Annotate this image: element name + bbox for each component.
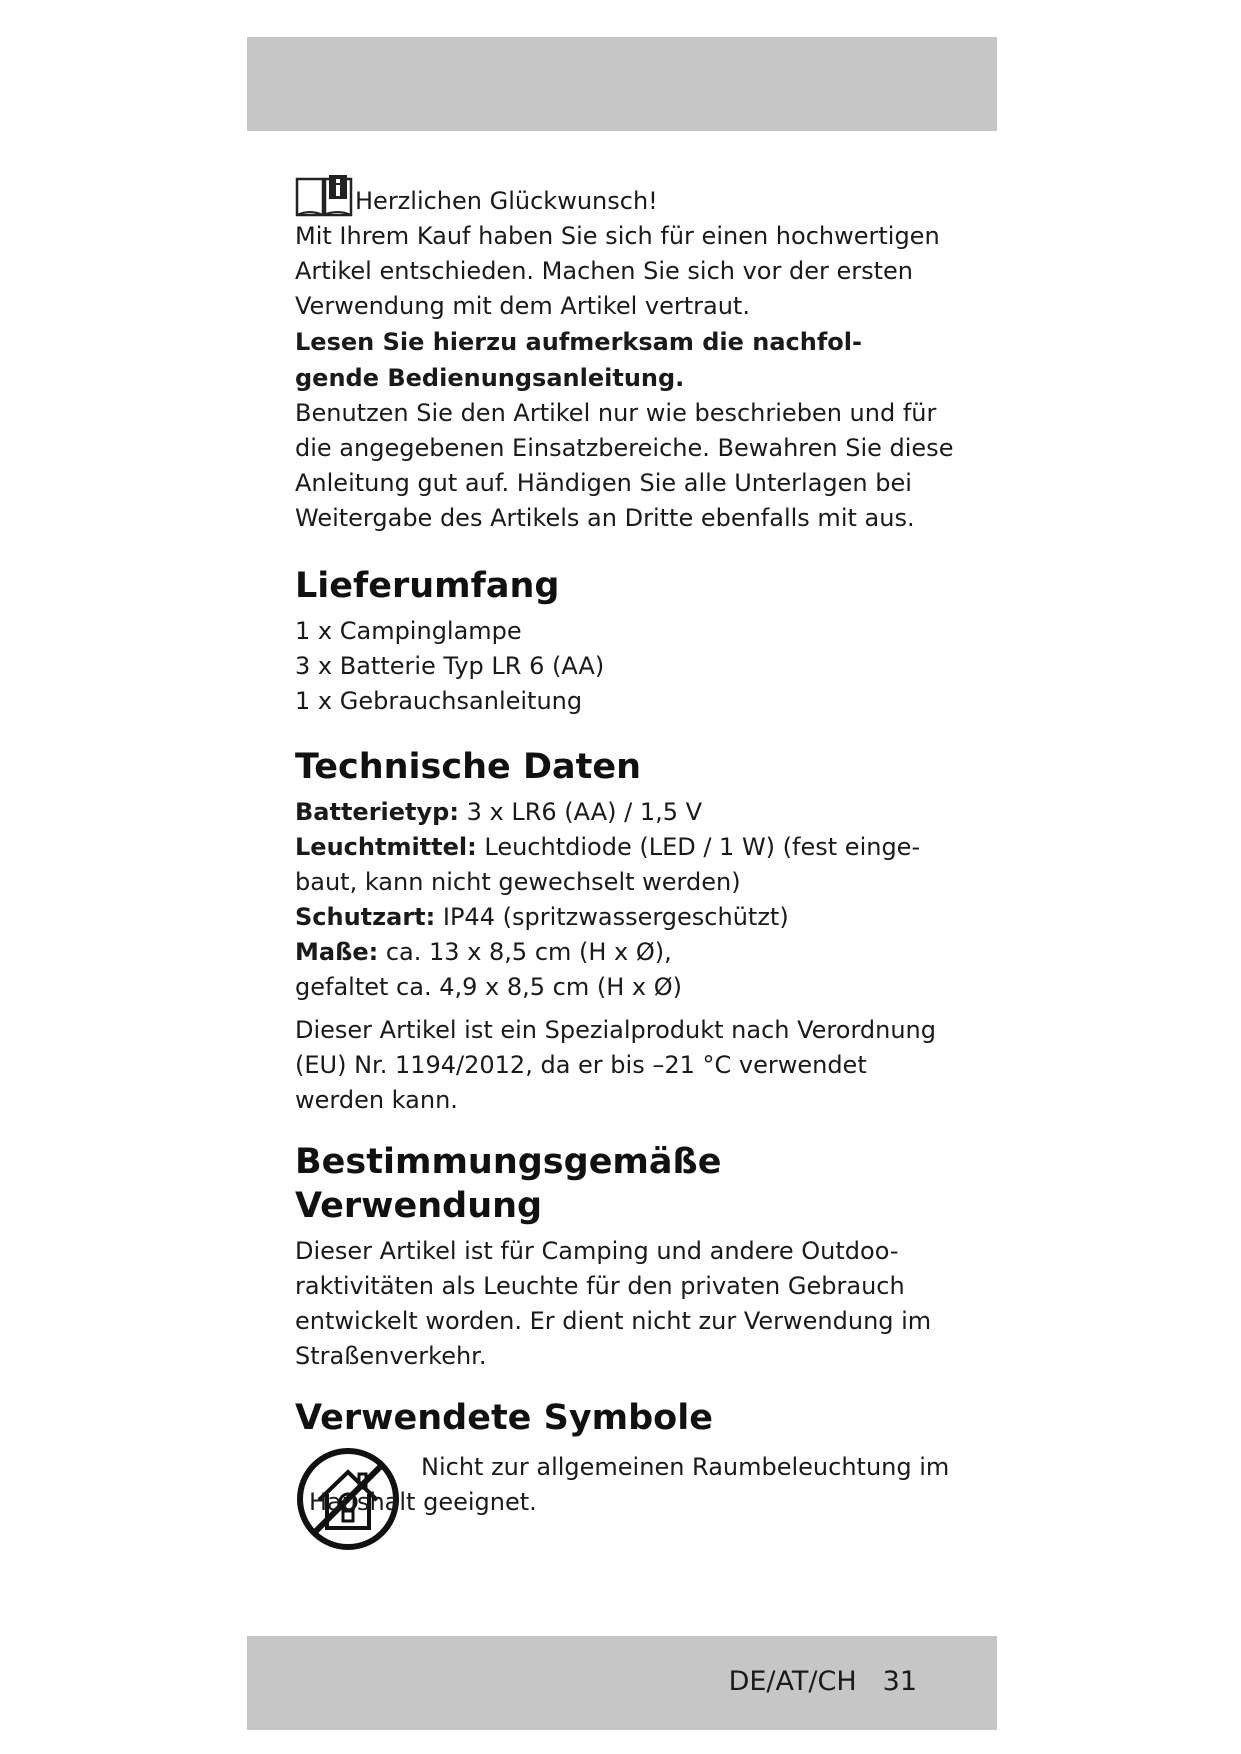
heading-bestimmung [295, 1140, 945, 1228]
spec-label: Leuchtmittel: [295, 833, 477, 861]
intro-line: Anleitung gut auf. Händigen Sie alle Unterlagen bei [295, 469, 912, 497]
symbol-row [295, 1444, 950, 1554]
info-book-icon [295, 173, 353, 219]
spec-note [295, 1013, 945, 1118]
intro-bold-line: Lesen Sie hierzu aufmerksam die nachfol- [295, 328, 862, 356]
note-line: werden kann. [295, 1086, 458, 1114]
spec-value: Leuchtdiode (LED / 1 W) (fest einge- [484, 833, 921, 861]
intro-title-row [295, 165, 945, 219]
page-number: 31 [882, 1666, 917, 1697]
spec-list [295, 795, 945, 1005]
spec-leuchtmittel-cont: baut, kann nicht gewechselt werden) [295, 868, 741, 896]
heading-line: Bestimmungsgemäße [295, 1142, 722, 1182]
intro-line: Verwendung mit dem Artikel vertraut. [295, 292, 750, 320]
page-content [295, 165, 954, 1554]
footer-region: DE/AT/CH [728, 1666, 857, 1697]
bestimmung-text [295, 1234, 945, 1374]
header-bar [247, 37, 997, 131]
spec-value: IP44 (spritzwassergeschützt) [442, 903, 789, 931]
list-item: 1 x Gebrauchsanleitung [295, 687, 583, 715]
heading-line: Verwendung [295, 1186, 543, 1226]
intro-title: Herzlichen Glückwunsch! [355, 187, 658, 215]
spec-masse-cont: gefaltet ca. 4,9 x 8,5 cm (H x Ø) [295, 973, 682, 1001]
intro-line: Artikel entschieden. Machen Sie sich vor der ersten [295, 257, 913, 285]
spec-batterietyp [295, 795, 945, 830]
intro-line: Weitergabe des Artikels an Dritte ebenfalls mit aus. [295, 504, 915, 532]
spec-label: Schutzart: [295, 903, 436, 931]
note-line: (EU) Nr. 1194/2012, da er bis –21 °C verwendet [295, 1051, 867, 1079]
body-line: Straßenverkehr. [295, 1342, 487, 1370]
note-line: Dieser Artikel ist ein Spezialprodukt nach Verordnung [295, 1016, 936, 1044]
list-item: 3 x Batterie Typ LR 6 (AA) [295, 652, 605, 680]
spec-value: ca. 13 x 8,5 cm (H x Ø), [385, 938, 672, 966]
intro-line: die angegebenen Einsatzbereiche. Bewahren Sie diese [295, 434, 954, 462]
body-line: Dieser Artikel ist für Camping und andere Outdoo- [295, 1237, 899, 1265]
spec-leuchtmittel [295, 830, 945, 865]
spec-masse [295, 935, 945, 970]
symbol-description: Nicht zur allgemeinen Raumbeleuchtung im [421, 1453, 950, 1481]
body-line: raktivitäten als Leuchte für den privaten Gebrauch [295, 1272, 905, 1300]
symbol-description-cont: Haushalt geeignet. [309, 1488, 537, 1516]
spec-label: Batterietyp: [295, 798, 459, 826]
spec-label: Maße: [295, 938, 379, 966]
footer-text [729, 1666, 917, 1697]
spec-value: 3 x LR6 (AA) / 1,5 V [466, 798, 703, 826]
spec-schutzart [295, 900, 945, 935]
heading-technische-daten: Technische Daten [295, 747, 642, 787]
body-line: entwickelt worden. Er dient nicht zur Verwendung im [295, 1307, 932, 1335]
heading-symbole: Verwendete Symbole [295, 1398, 713, 1438]
footer-bar [247, 1636, 997, 1730]
intro-line: Benutzen Sie den Artikel nur wie beschrieben und für [295, 399, 937, 427]
intro-line: Mit Ihrem Kauf haben Sie sich für einen hochwertigen [295, 222, 940, 250]
heading-lieferumfang: Lieferumfang [295, 566, 560, 606]
intro-bold-line: gende Bedienungsanleitung. [295, 364, 685, 392]
lieferumfang-list [295, 614, 945, 719]
list-item: 1 x Campinglampe [295, 617, 522, 645]
